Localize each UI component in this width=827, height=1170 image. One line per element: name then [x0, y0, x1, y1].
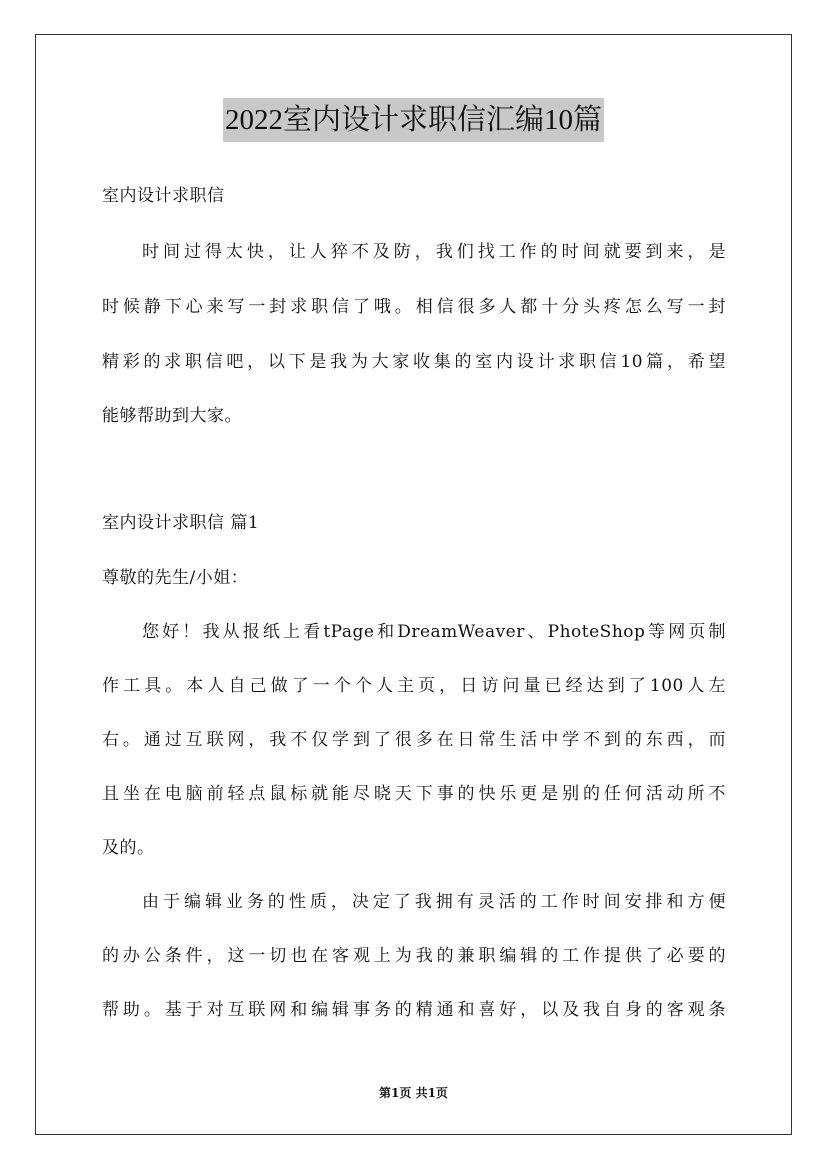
page-footer: 第1页 共1页 — [379, 1086, 448, 1100]
salutation: 尊敬的先生/小姐： — [102, 568, 249, 588]
document-title-wrap — [0, 98, 827, 142]
intro-line-2: 时候静下心来写一封求职信了哦。相信很多人都十分头疼怎么写一封 — [102, 297, 726, 317]
para2-line-3: 帮助。基于对互联网和编辑事务的精通和喜好，以及我自身的客观条 — [102, 1000, 726, 1020]
intro-line-3: 精彩的求职信吧，以下是我为大家收集的室内设计求职信10篇，希望 — [102, 352, 726, 372]
para1-line-1: 您好！我从报纸上看tPage和DreamWeaver、PhoteShop等网页制 — [142, 622, 726, 642]
document-title: 2022室内设计求职信汇编10篇 — [223, 98, 604, 142]
para1-line-4: 且坐在电脑前轻点鼠标就能尽晓天下事的快乐更是别的任何活动所不 — [102, 784, 726, 804]
para1-line-2: 作工具。本人自己做了一个个人主页，日访问量已经达到了100人左 — [102, 676, 726, 696]
para1-line-3: 右。通过互联网，我不仅学到了很多在日常生活中学不到的东西，而 — [102, 730, 726, 750]
heading-cover-letter: 室内设计求职信 — [102, 186, 225, 206]
para2-line-1: 由于编辑业务的性质，决定了我拥有灵活的工作时间安排和方便 — [142, 892, 726, 912]
section-heading-1: 室内设计求职信 篇1 — [102, 513, 260, 533]
para1-line-5: 及的。 — [102, 838, 155, 858]
intro-line-1: 时间过得太快，让人猝不及防，我们找工作的时间就要到来，是 — [142, 242, 726, 262]
para2-line-2: 的办公条件，这一切也在客观上为我的兼职编辑的工作提供了必要的 — [102, 946, 726, 966]
intro-line-4: 能够帮助到大家。 — [102, 406, 242, 426]
